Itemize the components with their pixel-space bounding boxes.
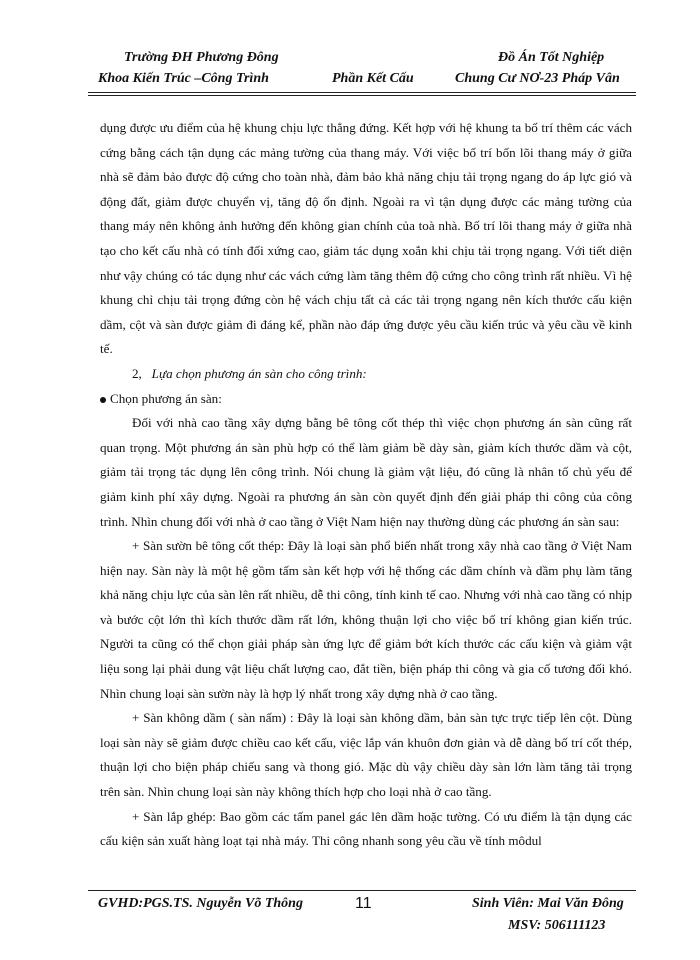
bullet-icon — [100, 397, 106, 403]
project-name: Chung Cư NƠ-23 Pháp Vân — [455, 71, 620, 86]
faculty-name: Khoa Kiến Trúc –Công Trình — [98, 71, 269, 86]
header-rule-bottom — [88, 95, 636, 96]
page-number: 11 — [355, 895, 372, 912]
bullet-item — [100, 387, 632, 412]
paragraph-structural-system: dụng được ưu điểm của hệ khung chịu lực thẳng đứng. Kết hợp với hệ khung ta bố trí thêm các vách cứng bằng cách tận dụng các mảng tường của thang máy. Với việc bố trí bốn lõi thang máy ở giữa nhà sẽ đảm bảo được độ cứng cho toàn nhà, đảm bảo khả năng chịu tải trọng ngang do áp lực gió và động đất, giảm được chuyển vị, tăng độ ổn định. Ngoài ra vì tận dụng được các mảng tường của thang máy nên không ảnh hưởng đến không gian chính của toà nhà. Bố trí lõi thang máy ở giữa nhà tạo cho kết cấu nhà có tính đối xứng cao, giảm tác dụng xoắn khi chịu tải trọng ngang. Với tiết diện như vậy chúng có tác dụng như các vách cứng làm tăng thêm độ cứng cho công trình rất nhiều. Vì hệ khung chỉ chịu tải trọng đứng còn hệ vách chịu tất cả các tải trọng ngang nên kích thước cấu kiện dầm, cột và sàn được giảm đi đáng kể, phần nào đáp ứng được yêu cầu kiến trúc và yêu cầu về kinh tế. — [100, 120, 632, 357]
page-body — [100, 116, 632, 854]
paragraph-floor-options-intro: Đối với nhà cao tầng xây dựng bằng bê tông cốt thép thì việc chọn phương án sàn cũng rất quan trọng. Một phương án sàn phù hợp có thể làm giảm bề dày sàn, giảm kích thước dầm và cột, giảm tải trọng tác dụng lên công trình. Nói chung là giảm vật liệu, đó cũng là nhân tố chủ yếu để giảm kinh phí xây dựng. Ngoài ra phương án sàn còn quyết định đến giải pháp thi công của công trình. Nhìn chung đối với nhà ở cao tầng ở Việt Nam hiện nay thường dùng các phương án sàn sau: — [100, 415, 632, 529]
page-footer — [0, 880, 700, 960]
section-heading — [100, 362, 632, 387]
paragraph-ribbed-slab: + Sàn sườn bê tông cốt thép: Đây là loại sàn phổ biến nhất trong xây nhà cao tầng ở Việt Nam hiện nay. Sàn này là một hệ gồm tấm sàn kết hợp với hệ thống các dầm chính và dầm phụ làm tăng khả năng chịu lực của sàn lên rất nhiều, dễ thi công, tính kinh tế cao. Nhưng với nhà cao tầng có nhịp và bước cột lớn thì kích thước dầm rất lớn, không thuận lợi cho việc bố trí không gian kiến trúc. Người ta cũng có thể chọn giải pháp sàn ứng lực để giảm bớt kích thước các cấu kiện và giảm vật liệu song lại phải dung vật liệu chất lượng cao, đắt tiền, biện pháp thi công và gia cố tương đối khó. Nhìn chung loại sàn sườn này là hợp lý nhất trong xây dựng nhà ở cao tầng. — [100, 538, 632, 701]
section-title: Lựa chọn phương án sàn cho công trình: — [151, 365, 367, 381]
advisor-name: GVHD:PGS.TS. Nguyễn Võ Thông — [98, 896, 303, 911]
project-title: Đồ Án Tốt Nghiệp — [498, 50, 605, 65]
section-name: Phần Kết Cấu — [332, 71, 414, 86]
footer-rule — [88, 890, 636, 891]
page-header — [0, 0, 700, 100]
student-id: MSV: 506111123 — [508, 918, 606, 933]
paragraph-flat-slab: + Sàn không dầm ( sàn nấm) : Đây là loại sàn không dầm, bản sàn tực trực tiếp lên cột. Dùng loại sàn này sẽ giảm được chiều cao kết cấu, việc lắp ván khuôn đơn giản và dễ dàng bố trí cốt thép, thuận lợi cho biện pháp chiếu sang và thong gió. Mặc dù vậy chiều dày sàn lớn làm tăng tải trọng trên sàn. Nhìn chung loại sàn này không thích hợp cho loại nhà ở cao tầng. — [100, 710, 632, 800]
student-name: Sinh Viên: Mai Văn Đông — [472, 896, 624, 911]
bullet-label: Chọn phương án sàn: — [110, 390, 222, 406]
section-number: 2, — [132, 365, 142, 381]
header-rule-top — [88, 92, 636, 93]
school-name: Trường ĐH Phương Đông — [124, 50, 279, 65]
paragraph-precast-slab: + Sàn lắp ghép: Bao gồm các tấm panel gác lên dầm hoặc tường. Có ưu điểm là tận dụng các cấu kiện sản xuất hàng loạt tại nhà máy. Thi công nhanh song yêu cầu về tính môdul — [100, 808, 632, 849]
